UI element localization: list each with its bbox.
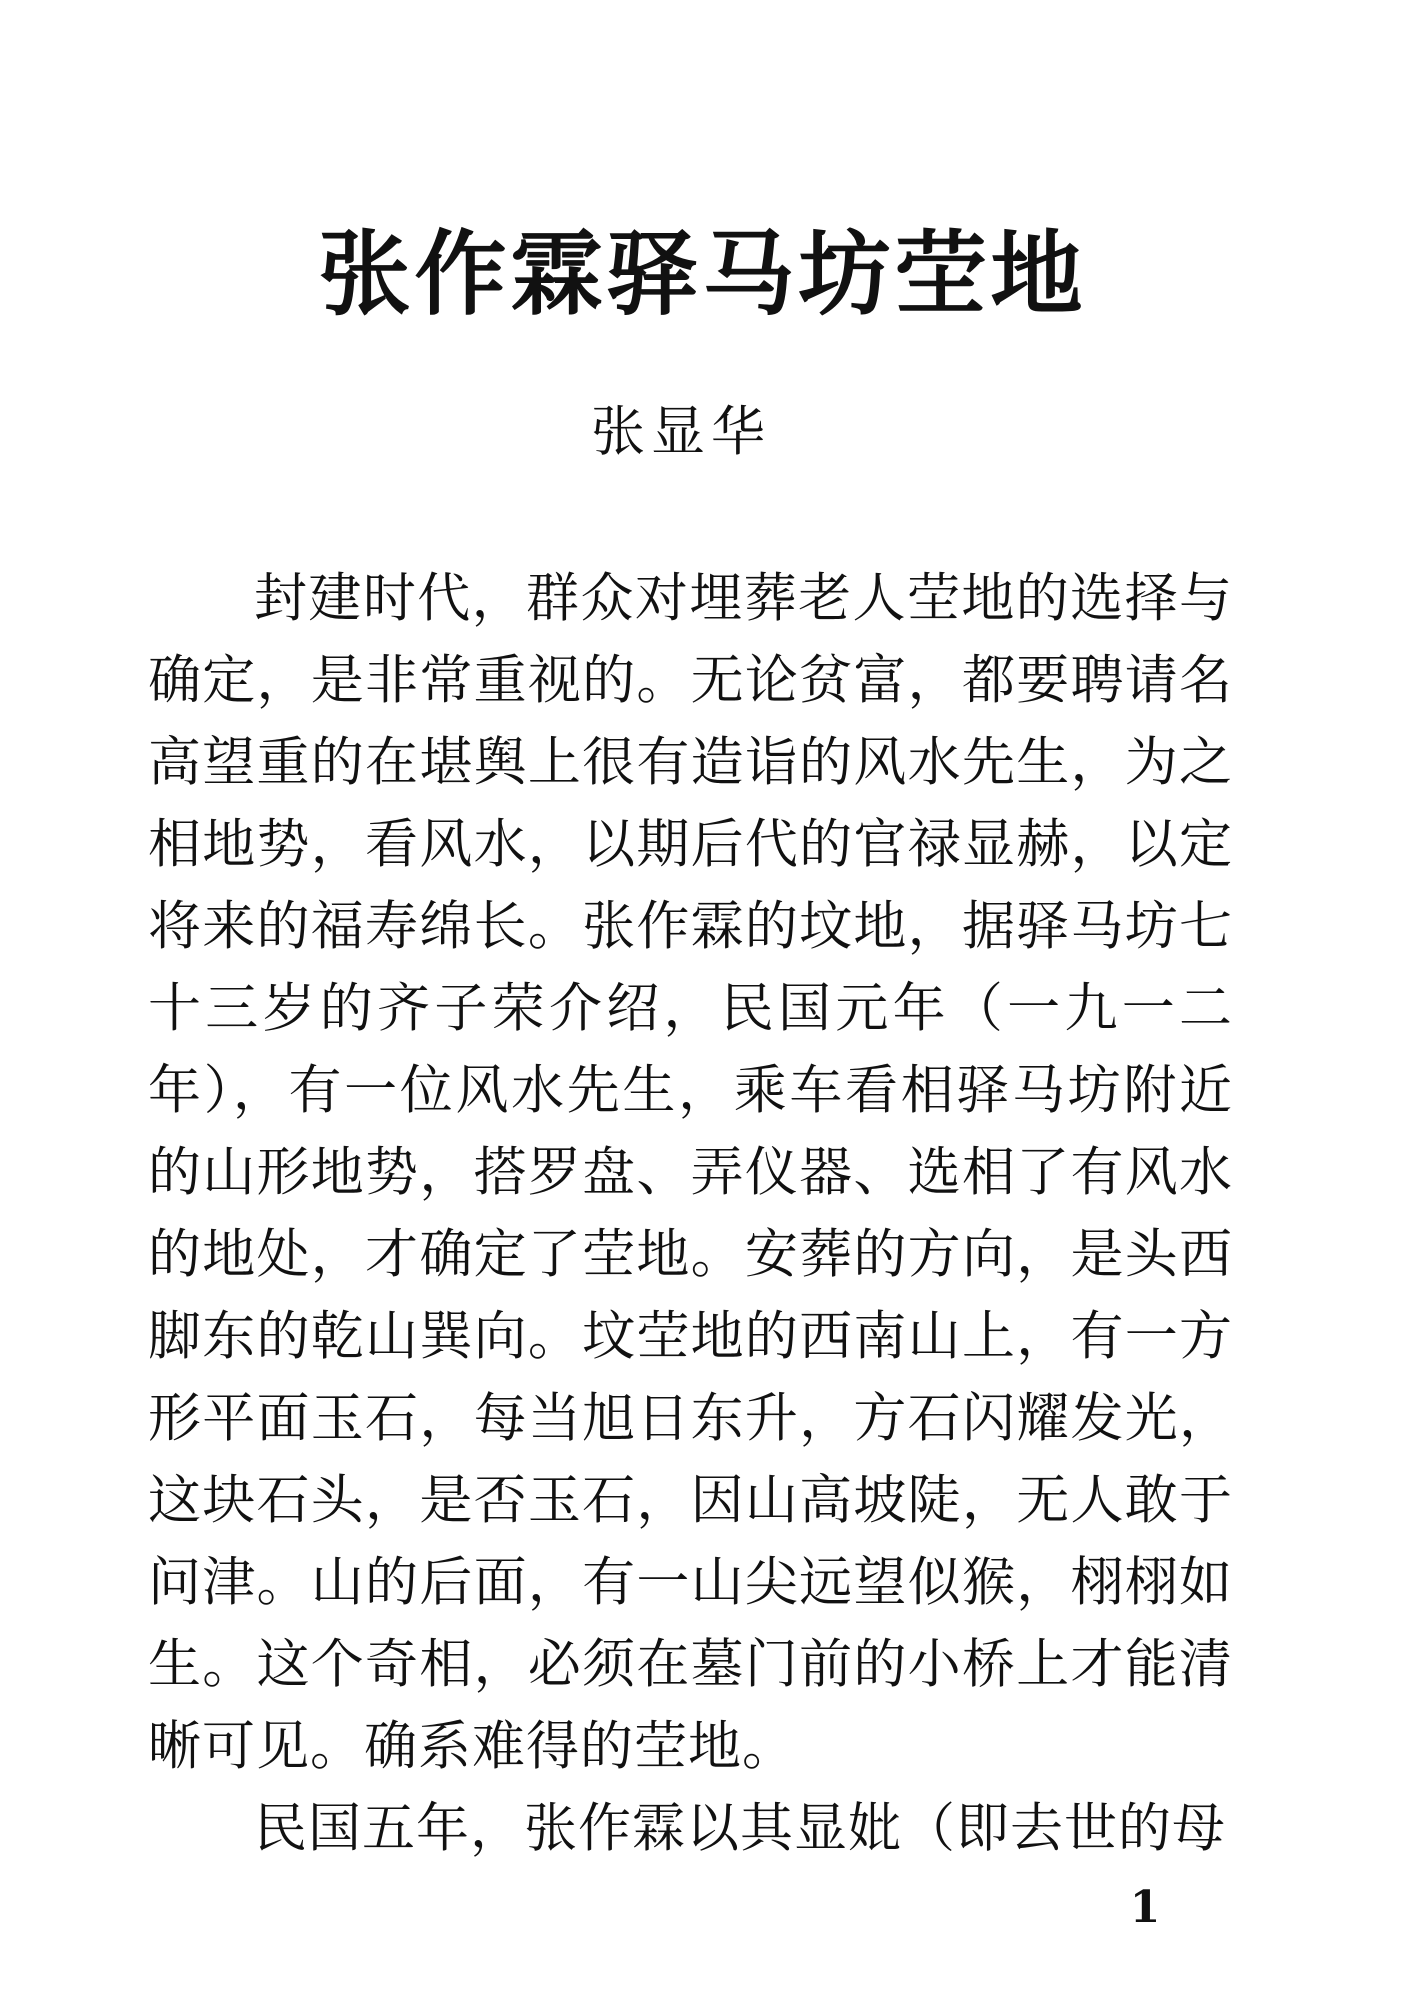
author-name: 张显华: [591, 400, 771, 463]
article-title: 张作霖驿马坊茔地: [318, 220, 1087, 328]
page-number: 1: [1129, 1882, 1161, 1933]
paragraph-2: 民国五年，张作霖以其显妣（即去世的母: [254, 1798, 1226, 1859]
paragraph-1: 封建时代，群众对埋葬老人茔地的选择与确定，是非常重视的。无论贫富，都要聘请名高望重的在堪舆上很有造诣的风水先生，为之相地势，看风水，以期后代的官禄显赫，以定将来的福寿绵长。张作霖的坟地，据驿马坊七十三岁的齐子荣介绍，民国元年（一九一二年），有一位风水先生，乘车看相驿马坊附近的山形地势，搭罗盘、弄仪器、选相了有风水的地处，才确定了茔地。安葬的方向，是头西脚东的乾山巽向。坟茔地的西南山上，有一方形平面玉石，每当旭日东升，方石闪耀发光，这块石头，是否玉石，因山高坡陡，无人敢于问津。山的后面，有一山尖远望似猴，栩栩如生。这个奇相，必须在墓门前的小桥上才能清晰可见。确系难得的茔地。: [148, 568, 1233, 1777]
article-body: [148, 558, 1233, 1870]
